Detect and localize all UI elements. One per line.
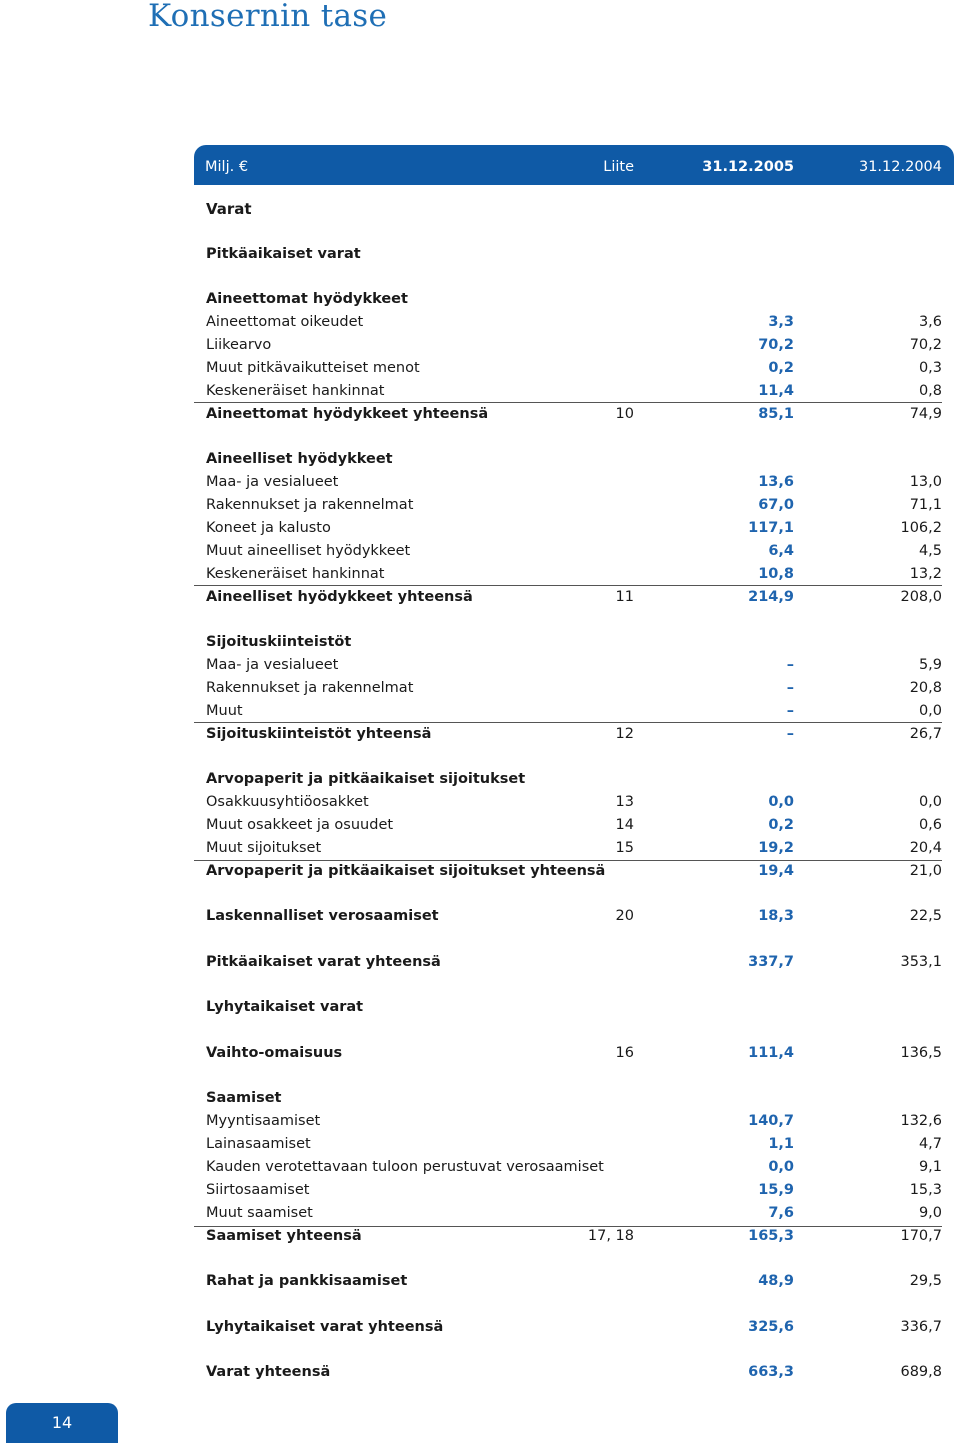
- row-note: 12: [615, 726, 634, 742]
- row-label: Liikearvo: [206, 337, 272, 353]
- table-row: [194, 471, 954, 494]
- row-value-2004: 29,5: [909, 1273, 942, 1289]
- table-row: [194, 814, 954, 837]
- row-note: 14: [615, 817, 634, 833]
- row-value-2005: 140,7: [748, 1113, 794, 1129]
- row-label: Lyhytaikaiset varat yhteensä: [206, 1319, 444, 1335]
- row-value-2004: 13,2: [909, 566, 942, 582]
- row-label: Myyntisaamiset: [206, 1113, 321, 1129]
- divider-line: [194, 860, 942, 861]
- note-header: Liite: [603, 159, 634, 175]
- row-note: 13: [615, 794, 634, 810]
- row-value-2004: 13,0: [909, 474, 942, 490]
- row-label: Aineettomat oikeudet: [206, 314, 364, 330]
- row-value-2004: 0,6: [918, 817, 942, 833]
- row-value-2005: 1,1: [768, 1136, 794, 1152]
- row-value-2004: 20,8: [909, 680, 942, 696]
- table-row: [194, 1202, 954, 1225]
- table-row: [194, 288, 954, 311]
- row-label: Vaihto-omaisuus: [206, 1045, 343, 1061]
- row-note: 16: [615, 1045, 634, 1061]
- row-label: Varat: [206, 200, 252, 218]
- row-label: Pitkäaikaiset varat: [206, 246, 361, 262]
- row-value-2005: 117,1: [748, 520, 794, 536]
- table-row: [194, 1133, 954, 1156]
- table-row: [194, 837, 954, 860]
- table-header: [194, 145, 954, 185]
- row-note: 15: [615, 840, 634, 856]
- row-label: Muut sijoitukset: [206, 840, 322, 856]
- row-label: Maa- ja vesialueet: [206, 657, 339, 673]
- row-value-2004: 26,7: [909, 726, 942, 742]
- row-label: Muut pitkävaikutteiset menot: [206, 360, 420, 376]
- row-value-2005: –: [786, 680, 794, 696]
- row-label: Lyhytaikaiset varat: [206, 999, 364, 1015]
- table-row: [194, 540, 954, 563]
- row-label: Varat yhteensä: [206, 1364, 331, 1380]
- year-2004-header: 31.12.2004: [858, 159, 942, 175]
- row-value-2004: 0,0: [918, 703, 942, 719]
- year-2005-header: 31.12.2005: [702, 159, 794, 175]
- row-value-2004: 0,0: [918, 794, 942, 810]
- row-label: Sijoituskiinteistöt: [206, 634, 352, 650]
- divider-line: [194, 585, 942, 586]
- row-value-2005: 15,9: [758, 1182, 794, 1198]
- row-label: Rakennukset ja rakennelmat: [206, 497, 414, 513]
- row-label: Muut aineelliset hyödykkeet: [206, 543, 411, 559]
- row-value-2005: –: [786, 726, 794, 742]
- row-value-2005: 0,2: [768, 817, 794, 833]
- row-value-2004: 15,3: [909, 1182, 942, 1198]
- row-label: Rahat ja pankkisaamiset: [206, 1273, 408, 1289]
- row-value-2005: 11,4: [758, 383, 794, 399]
- table-row: [194, 1042, 954, 1065]
- table-row: [194, 494, 954, 517]
- row-label: Muut saamiset: [206, 1205, 313, 1221]
- row-note: 11: [615, 589, 634, 605]
- table-row: [194, 1316, 954, 1339]
- table-row: [194, 723, 954, 746]
- row-value-2005: 325,6: [748, 1319, 794, 1335]
- table-row: [194, 334, 954, 357]
- row-label: Aineettomat hyödykkeet: [206, 291, 408, 307]
- table-row: [194, 654, 954, 677]
- row-label: Kauden verotettavaan tuloon perustuvat verosaamiset: [206, 1159, 604, 1175]
- row-note: 20: [615, 908, 634, 924]
- row-value-2005: 13,6: [758, 474, 794, 490]
- table-row: [194, 448, 954, 471]
- row-value-2004: 20,4: [909, 840, 942, 856]
- row-label: Arvopaperit ja pitkäaikaiset sijoitukset yhteensä: [206, 863, 606, 879]
- row-value-2005: 85,1: [758, 406, 794, 422]
- row-value-2005: 111,4: [748, 1045, 794, 1061]
- row-value-2004: 106,2: [900, 520, 942, 536]
- row-value-2005: 3,3: [768, 314, 794, 330]
- row-value-2004: 74,9: [909, 406, 942, 422]
- row-value-2005: –: [786, 703, 794, 719]
- row-label: Laskennalliset verosaamiset: [206, 908, 439, 924]
- row-value-2004: 4,5: [918, 543, 942, 559]
- table-row: [194, 380, 954, 403]
- row-value-2004: 353,1: [900, 954, 942, 970]
- divider-line: [194, 722, 942, 723]
- row-value-2004: 9,0: [918, 1205, 942, 1221]
- row-label: Aineettomat hyödykkeet yhteensä: [206, 406, 489, 422]
- row-label: Sijoituskiinteistöt yhteensä: [206, 726, 432, 742]
- row-value-2005: 70,2: [758, 337, 794, 353]
- page-title: Konsernin tase: [148, 0, 388, 34]
- table-row: [194, 791, 954, 814]
- row-label: Aineelliset hyödykkeet: [206, 451, 393, 467]
- row-label: Pitkäaikaiset varat yhteensä: [206, 954, 441, 970]
- table-row: [194, 996, 954, 1019]
- row-value-2004: 136,5: [900, 1045, 942, 1061]
- table-row: [194, 677, 954, 700]
- divider-line: [194, 1226, 942, 1227]
- row-value-2005: 48,9: [758, 1273, 794, 1289]
- table-row: [194, 311, 954, 334]
- table-row: [194, 631, 954, 654]
- table-row: [194, 517, 954, 540]
- row-value-2004: 208,0: [900, 589, 942, 605]
- row-label: Maa- ja vesialueet: [206, 474, 339, 490]
- table-row: [194, 1225, 954, 1248]
- row-label: Saamiset: [206, 1090, 282, 1106]
- table-row: [194, 1087, 954, 1110]
- row-value-2004: 70,2: [909, 337, 942, 353]
- table-row: [194, 1270, 954, 1293]
- table-row: [194, 1156, 954, 1179]
- row-note: 10: [615, 406, 634, 422]
- row-value-2005: 214,9: [748, 589, 794, 605]
- row-value-2005: 0,0: [768, 794, 794, 810]
- row-note: 17, 18: [587, 1228, 634, 1244]
- table-row: [194, 905, 954, 928]
- row-label: Siirtosaamiset: [206, 1182, 310, 1198]
- table-row: [194, 1361, 954, 1384]
- row-value-2005: 7,6: [768, 1205, 794, 1221]
- row-value-2004: 3,6: [918, 314, 942, 330]
- row-value-2004: 170,7: [900, 1228, 942, 1244]
- row-value-2005: 0,2: [768, 360, 794, 376]
- row-value-2005: 6,4: [768, 543, 794, 559]
- row-value-2004: 4,7: [918, 1136, 942, 1152]
- row-value-2005: 18,3: [758, 908, 794, 924]
- row-value-2004: 0,3: [918, 360, 942, 376]
- row-value-2005: 0,0: [768, 1159, 794, 1175]
- row-value-2004: 689,8: [900, 1364, 942, 1380]
- row-label: Saamiset yhteensä: [206, 1228, 362, 1244]
- row-value-2004: 22,5: [909, 908, 942, 924]
- row-value-2005: –: [786, 657, 794, 673]
- row-value-2004: 0,8: [918, 383, 942, 399]
- table-row: [194, 403, 954, 426]
- row-label: Muut osakkeet ja osuudet: [206, 817, 394, 833]
- row-value-2005: 10,8: [758, 566, 794, 582]
- table-row: [194, 586, 954, 609]
- row-label: Muut: [206, 703, 243, 719]
- table-row: [194, 357, 954, 380]
- table-row: [194, 860, 954, 883]
- row-label: Koneet ja kalusto: [206, 520, 331, 536]
- row-label: Osakkuusyhtiöosakket: [206, 794, 369, 810]
- row-value-2004: 9,1: [918, 1159, 942, 1175]
- table-row: [194, 700, 954, 723]
- row-value-2005: 337,7: [748, 954, 794, 970]
- row-value-2004: 132,6: [900, 1113, 942, 1129]
- row-value-2005: 165,3: [748, 1228, 794, 1244]
- table-row: [194, 1179, 954, 1202]
- row-label: Arvopaperit ja pitkäaikaiset sijoitukset: [206, 771, 526, 787]
- row-value-2004: 5,9: [918, 657, 942, 673]
- row-label: Rakennukset ja rakennelmat: [206, 680, 414, 696]
- unit-header: Milj. €: [205, 159, 249, 175]
- row-label: Lainasaamiset: [206, 1136, 311, 1152]
- table-row: [194, 563, 954, 586]
- table-row: [194, 243, 954, 266]
- row-label: Aineelliset hyödykkeet yhteensä: [206, 589, 473, 605]
- row-value-2004: 71,1: [909, 497, 942, 513]
- row-value-2004: 336,7: [900, 1319, 942, 1335]
- row-value-2004: 21,0: [909, 863, 942, 879]
- row-label: Keskeneräiset hankinnat: [206, 383, 385, 399]
- table-row: [194, 951, 954, 974]
- row-label: Keskeneräiset hankinnat: [206, 566, 385, 582]
- row-value-2005: 19,4: [758, 863, 794, 879]
- table-row: [194, 768, 954, 791]
- table-row: [194, 1110, 954, 1133]
- divider-line: [194, 402, 942, 403]
- row-value-2005: 67,0: [758, 497, 794, 513]
- page-number: 14: [6, 1403, 118, 1443]
- row-value-2005: 663,3: [748, 1364, 794, 1380]
- row-value-2005: 19,2: [758, 840, 794, 856]
- table-row: [194, 198, 954, 221]
